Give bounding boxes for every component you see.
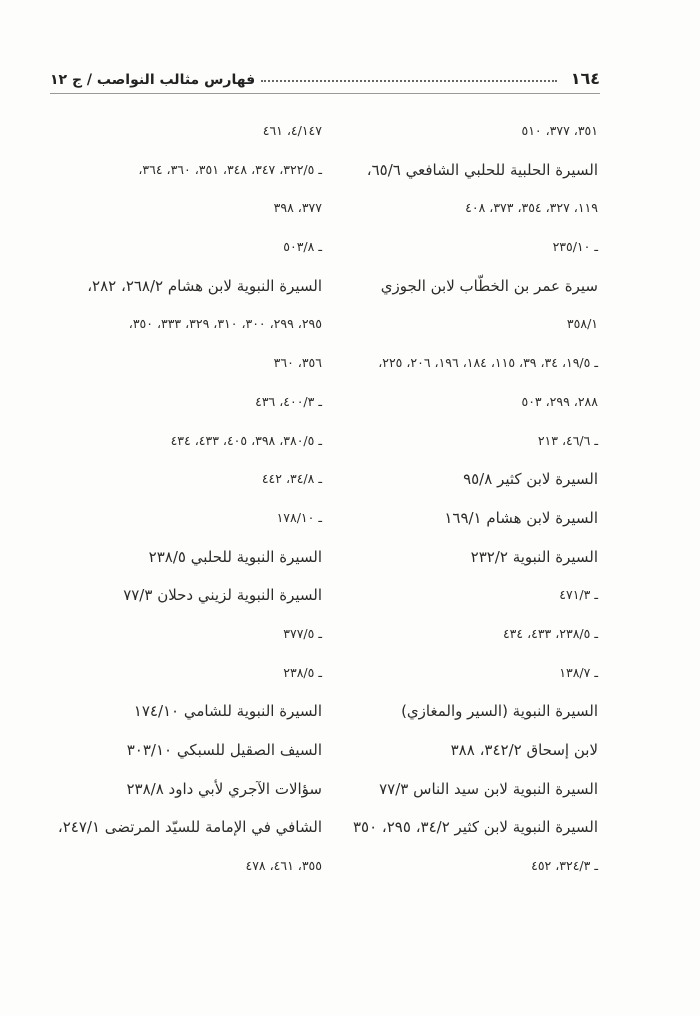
index-reference-line: ٢٨٨، ٢٩٩، ٥٠٣	[521, 393, 598, 409]
index-reference-line: ـ ٢٣٨/٥، ٤٣٣، ٤٣٤	[502, 625, 598, 641]
page-header	[50, 62, 600, 88]
index-entry: السيرة النبوية لابن كثير ٣٤/٢، ٢٩٥، ٣٥٠	[352, 818, 598, 837]
index-reference-line: ـ ٥٠٣/٨	[283, 239, 322, 255]
index-entry: السيرة لابن هشام ١٦٩/١	[444, 508, 598, 527]
index-entry: السيرة لابن كثير ٩٥/٨	[463, 470, 598, 489]
index-entry: الشافي في الإمامة للسيّد المرتضى ٢٤٧/١،	[57, 818, 322, 837]
index-reference-line: ١١٩، ٣٢٧، ٣٥٤، ٣٧٣، ٤٠٨	[465, 200, 598, 216]
index-reference-line: ـ ٣٢٢/٥، ٣٤٧، ٣٤٨، ٣٥١، ٣٦٠، ٣٦٤،	[138, 161, 322, 177]
index-reference-line: ـ ٢٣٨/٥	[283, 664, 322, 680]
index-entry: لابن إسحاق ٣٤٢/٢، ٣٨٨	[450, 741, 598, 759]
index-column-left	[50, 112, 322, 886]
index-entry: السيرة النبوية لابن سيد الناس ٧٧/٣	[379, 779, 598, 798]
index-entry: السيف الصقيل للسبكي ٣٠٣/١٠	[126, 741, 322, 759]
index-reference-line: ٣٥١، ٣٧٧، ٥١٠	[521, 123, 598, 138]
index-column-right	[348, 112, 598, 886]
index-entry: السيرة النبوية للشامي ١٧٤/١٠	[133, 702, 322, 721]
index-reference-line: ـ ٤٠٠/٣، ٤٣٦	[255, 393, 322, 409]
index-reference-line: ٣٥٨/١	[566, 316, 598, 332]
index-reference-line: ٢٩٥، ٢٩٩، ٣٠٠، ٣١٠، ٣٢٩، ٣٣٣، ٣٥٠،	[128, 316, 322, 332]
index-reference-line: ٣٥٥، ٤٦١، ٤٧٨	[245, 858, 322, 874]
index-entry: سؤالات الآجري لأبي داود ٢٣٨/٨	[126, 779, 322, 798]
index-reference-line: ٣٥٦، ٣٦٠	[273, 355, 322, 371]
index-reference-line: ٣٧٧، ٣٩٨	[273, 200, 322, 216]
index-reference-line: ـ ٣٤/٨، ٤٤٢	[261, 471, 322, 487]
index-entry: السيرة النبوية ٢٣٢/٢	[470, 547, 598, 566]
index-reference-line: ـ ٢٣٥/١٠	[552, 239, 598, 255]
index-entry: السيرة النبوية (السير والمغازي)	[401, 702, 598, 721]
index-entry: السيرة النبوية للحلبي ٢٣٨/٥	[148, 547, 322, 566]
index-reference-line: ـ ١٣٨/٧	[559, 664, 598, 680]
page-number: ١٦٤	[570, 69, 600, 88]
index-entry: السيرة الحلبية للحلبي الشافعي ٦٥/٦،	[366, 160, 598, 179]
dotted-leader	[261, 80, 557, 82]
index-reference-line: ـ ٤٦/٦، ٢١٣	[537, 432, 598, 448]
index-reference-line: ـ ١٩/٥، ٣٤، ٣٩، ١١٥، ١٨٤، ١٩٦، ٢٠٦، ٢٢٥،	[378, 355, 598, 371]
index-reference-line: ـ ١٧٨/١٠	[276, 509, 322, 525]
index-entry: السيرة النبوية لابن هشام ٢٦٨/٢، ٢٨٢،	[87, 276, 322, 295]
index-entry: سيرة عمر بن الخطّاب لابن الجوزي	[380, 276, 598, 295]
index-reference-line: ـ ٣٢٤/٣، ٤٥٢	[531, 858, 598, 874]
index-reference-line: ـ ٣٧٧/٥	[283, 625, 322, 641]
index-entry: السيرة النبوية لزيني دحلان ٧٧/٣	[123, 586, 322, 605]
index-reference-line: ٤/١٤٧، ٤٦١	[262, 123, 322, 138]
running-title: فهارس مثالب النواصب / ج ١٢	[50, 72, 256, 88]
index-reference-line: ـ ٤٧١/٣	[559, 587, 598, 603]
index-reference-line: ـ ٣٨٠/٥، ٣٩٨، ٤٠٥، ٤٣٣، ٤٣٤	[170, 432, 322, 448]
header-rule	[50, 93, 600, 94]
